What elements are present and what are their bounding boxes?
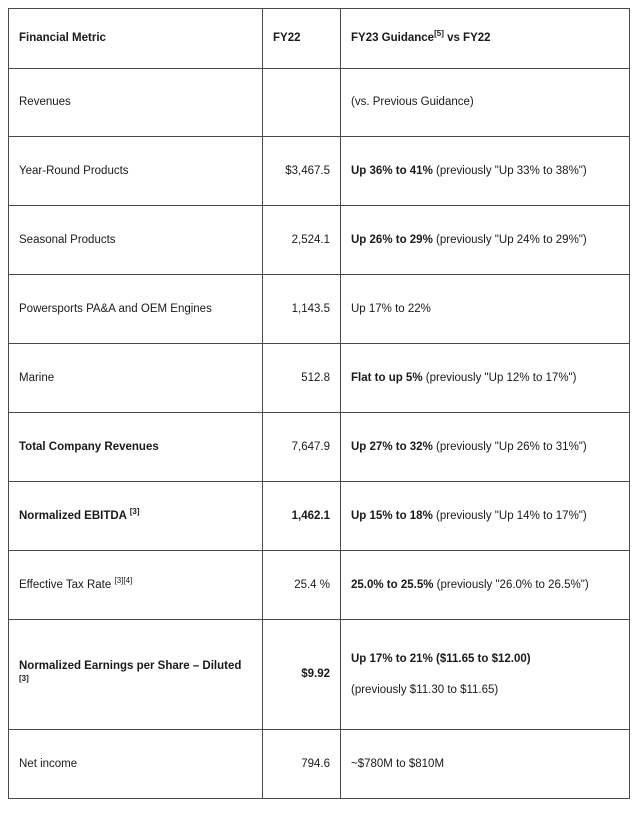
row-guidance-net-income: ~$780M to $810M: [341, 730, 630, 799]
row-guidance-total-company-revenues: [341, 413, 630, 482]
row-label-year-round-products: Year-Round Products: [9, 137, 263, 206]
row-fy22-revenues: [263, 69, 341, 137]
row-label-net-income: Net income: [9, 730, 263, 799]
row-guidance-year-round-products: [341, 137, 630, 206]
guidance-header-footnote: [5]: [434, 29, 444, 39]
row-fy22-effective-tax-rate: 25.4 %: [263, 551, 341, 620]
table-row: [9, 413, 630, 482]
financial-guidance-table: [8, 8, 630, 799]
row-fy22-normalized-ebitda: 1,462.1: [263, 482, 341, 551]
row-guidance-powersports-paa-oem-engines: Up 17% to 22%: [341, 275, 630, 344]
guidance-tail: (previously "26.0% to 26.5%"): [433, 578, 589, 591]
guidance-tail: (previously "Up 26% to 31%"): [432, 440, 587, 453]
row-fy22-total-company-revenues: 7,647.9: [263, 413, 341, 482]
row-fy22-powersports-paa-oem-engines: 1,143.5: [263, 275, 341, 344]
table-row: [9, 482, 630, 551]
table-row: [9, 69, 630, 137]
guidance-lead: Up 15% to 18%: [351, 509, 433, 522]
row-label-footnote: [3]: [19, 673, 29, 683]
guidance-tail: (previously "Up 33% to 38%"): [432, 164, 587, 177]
guidance-header-main: FY23 Guidance: [351, 32, 435, 45]
guidance-previous-note: (previously $11.30 to $11.65): [351, 683, 499, 696]
row-label-normalized-ebitda: [9, 482, 263, 551]
table-row: [9, 730, 630, 799]
row-label-effective-tax-rate: [9, 551, 263, 620]
row-fy22-seasonal-products: 2,524.1: [263, 206, 341, 275]
row-label-text: Effective Tax Rate: [19, 578, 115, 591]
guidance-lead: Up 26% to 29%: [351, 233, 433, 246]
guidance-lead: Up 27% to 32%: [351, 440, 433, 453]
row-label-powersports-paa-oem-engines: Powersports PA&A and OEM Engines: [9, 275, 263, 344]
row-fy22-net-income: 794.6: [263, 730, 341, 799]
column-header-metric: Financial Metric: [9, 9, 263, 69]
row-label-footnote: [3]: [129, 506, 140, 516]
column-header-fy22: FY22: [263, 9, 341, 69]
guidance-lead: Flat to up 5%: [351, 371, 423, 384]
guidance-header-tail: vs FY22: [443, 32, 491, 45]
table-row: [9, 344, 630, 413]
guidance-tail: (previously "Up 24% to 29%"): [432, 233, 587, 246]
table-row: [9, 206, 630, 275]
row-label-revenues: Revenues: [9, 69, 263, 137]
guidance-lead: 25.0% to 25.5%: [351, 578, 434, 591]
row-label-normalized-eps-diluted: [9, 620, 263, 730]
column-header-guidance: [341, 9, 630, 69]
guidance-lead: Up 17% to 21% ($11.65 to $12.00): [351, 652, 531, 665]
table-row: [9, 620, 630, 730]
guidance-lead: Up 36% to 41%: [351, 164, 433, 177]
table-row: [9, 137, 630, 206]
row-label-seasonal-products: Seasonal Products: [9, 206, 263, 275]
table-row: [9, 551, 630, 620]
row-label-text: Normalized EBITDA: [19, 509, 130, 522]
row-fy22-marine: 512.8: [263, 344, 341, 413]
row-guidance-normalized-ebitda: [341, 482, 630, 551]
row-fy22-year-round-products: $3,467.5: [263, 137, 341, 206]
row-fy22-normalized-eps-diluted: $9.92: [263, 620, 341, 730]
row-label-marine: Marine: [9, 344, 263, 413]
row-label-total-company-revenues: Total Company Revenues: [9, 413, 263, 482]
table-header-row: [9, 9, 630, 69]
row-guidance-effective-tax-rate: [341, 551, 630, 620]
row-guidance-seasonal-products: [341, 206, 630, 275]
table-row: [9, 275, 630, 344]
row-label-footnote: [3][4]: [114, 575, 133, 585]
row-guidance-normalized-eps-diluted: [341, 620, 630, 730]
row-guidance-revenues: (vs. Previous Guidance): [341, 69, 630, 137]
guidance-tail: (previously "Up 14% to 17%"): [432, 509, 587, 522]
row-guidance-marine: [341, 344, 630, 413]
row-label-text: Normalized Earnings per Share – Diluted: [19, 659, 242, 672]
guidance-tail: (previously "Up 12% to 17%"): [422, 371, 577, 384]
